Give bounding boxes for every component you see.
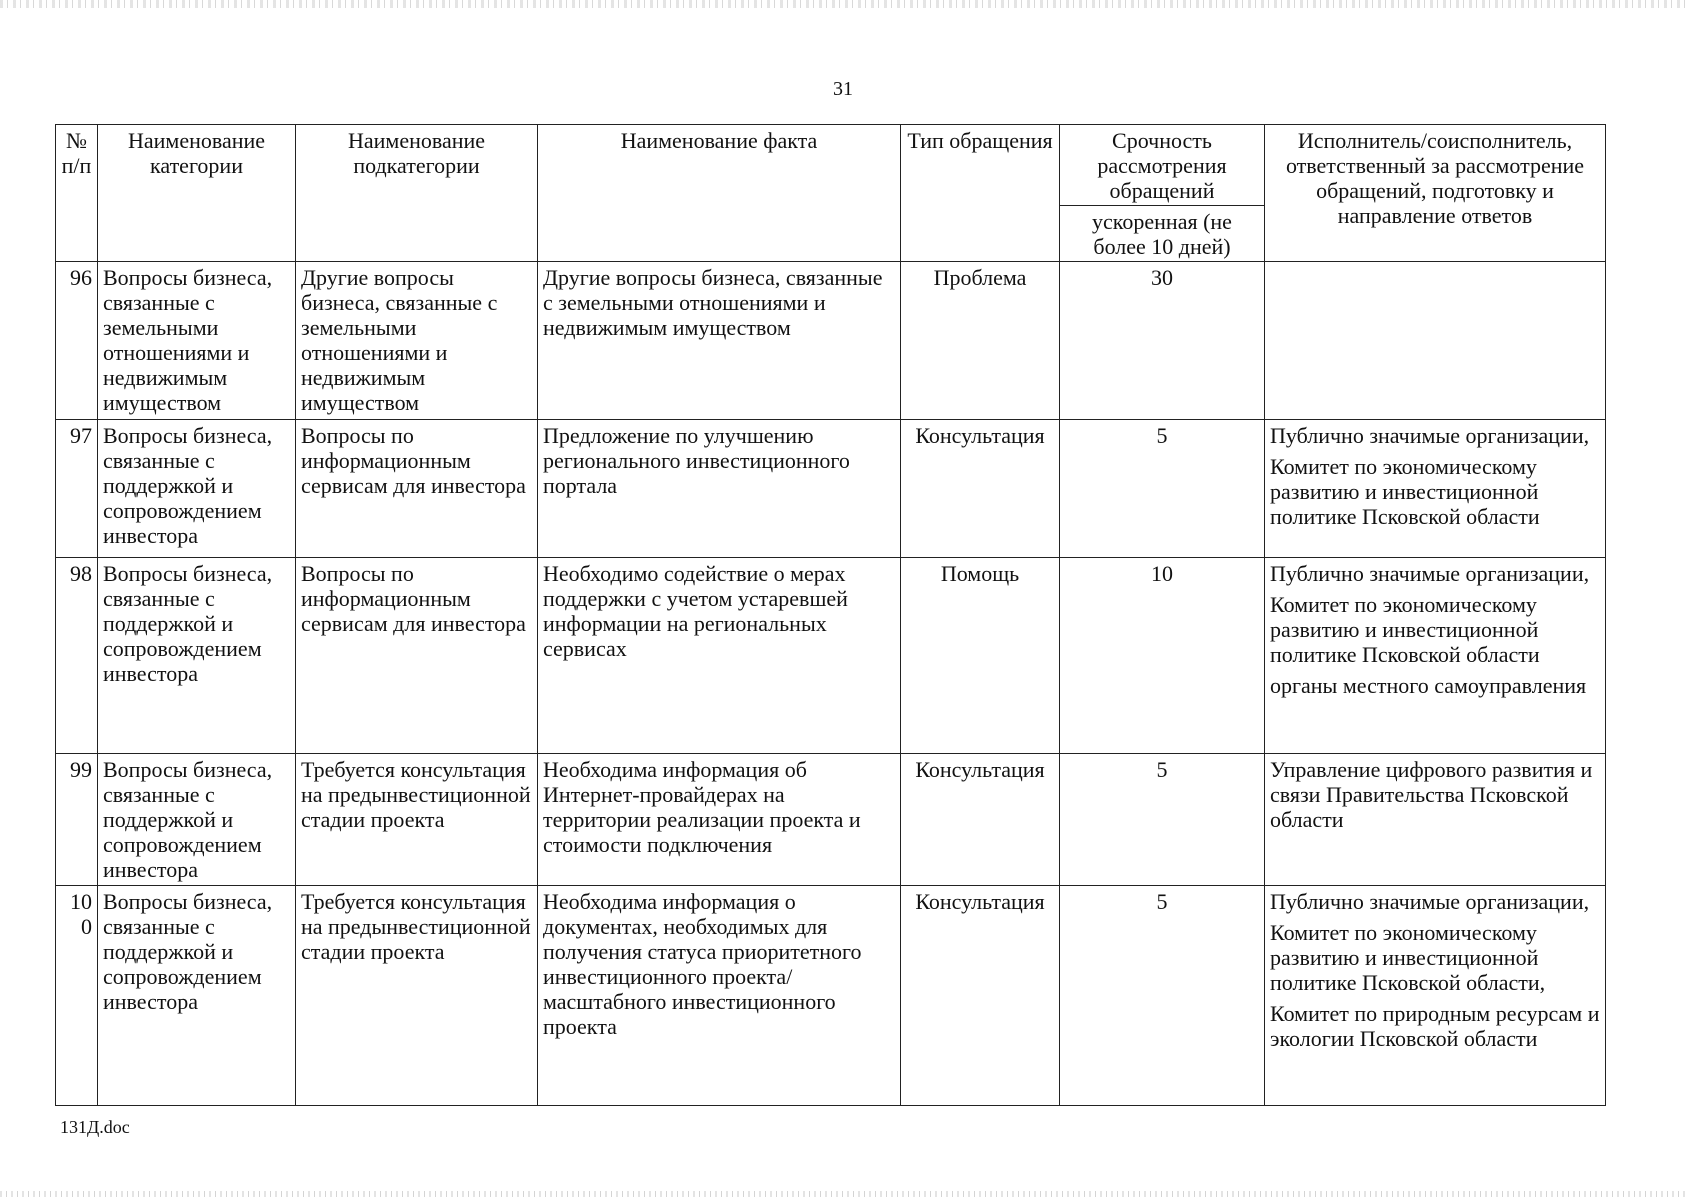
appeal-type-cell: Консультация xyxy=(901,886,1060,1106)
executor-cell xyxy=(1265,420,1606,558)
appeal-type-cell: Консультация xyxy=(901,754,1060,886)
table-row xyxy=(56,886,1606,1106)
header-subcategory: Наименование подкатегории xyxy=(296,125,538,262)
page-number: 31 xyxy=(833,78,853,100)
executor-cell xyxy=(1265,754,1606,886)
header-executor: Исполнитель/соисполнитель, ответственный за рассмотрение обращений, подготовку и направление ответов xyxy=(1265,125,1606,262)
row-number: 98 xyxy=(56,558,98,754)
appeal-type-cell: Консультация xyxy=(901,420,1060,558)
category-cell: Вопросы бизнеса, связанные с поддержкой и сопровождением инвестора xyxy=(98,754,296,886)
header-urgency: Срочность рассмотрения обращений xyxy=(1060,125,1265,206)
header-category: Наименование категории xyxy=(98,125,296,262)
executor-cell xyxy=(1265,886,1606,1106)
fact-cell: Необходимо содействие о мерах поддержки с учетом устаревшей информации на региональных сервисах xyxy=(538,558,901,754)
category-cell: Вопросы бизнеса, связанные с земельными отношениями и недвижимым имуществом xyxy=(98,262,296,420)
urgency-days-cell: 10 xyxy=(1060,558,1265,754)
category-cell: Вопросы бизнеса, связанные с поддержкой и сопровождением инвестора xyxy=(98,420,296,558)
row-number: 100 xyxy=(56,886,98,1106)
executor-item: Публично значимые организации, xyxy=(1270,561,1590,586)
subcategory-cell: Вопросы по информационным сервисам для инвестора xyxy=(296,558,538,754)
header-fact: Наименование факта xyxy=(538,125,901,262)
header-num: № п/п xyxy=(56,125,98,262)
subcategory-cell: Вопросы по информационным сервисам для инвестора xyxy=(296,420,538,558)
subcategory-cell: Требуется консультация на предынвестиционной стадии проекта xyxy=(296,754,538,886)
executor-item: Публично значимые организации, xyxy=(1270,423,1590,448)
appeal-type-cell: Проблема xyxy=(901,262,1060,420)
table-row xyxy=(56,420,1606,558)
executor-item: Комитет по экономическому развитию и инвестиционной политике Псковской области, xyxy=(1270,920,1546,995)
row-number: 96 xyxy=(56,262,98,420)
urgency-days-cell: 5 xyxy=(1060,754,1265,886)
subcategory-cell: Требуется консультация на предынвестиционной стадии проекта xyxy=(296,886,538,1106)
executor-item: Комитет по природным ресурсам и экологии Псковской области xyxy=(1270,1001,1600,1051)
executor-cell xyxy=(1265,558,1606,754)
footer-filename: 131Д.doc xyxy=(60,1117,130,1137)
header-row xyxy=(56,125,1606,206)
executor-item: Публично значимые организации, xyxy=(1270,889,1590,914)
table-body xyxy=(56,262,1606,1106)
row-number: 97 xyxy=(56,420,98,558)
table-row xyxy=(56,754,1606,886)
appeal-type-cell: Помощь xyxy=(901,558,1060,754)
table-row xyxy=(56,558,1606,754)
fact-cell: Другие вопросы бизнеса, связанные с земельными отношениями и недвижимым имуществом xyxy=(538,262,901,420)
fact-cell: Предложение по улучшению регионального инвестиционного портала xyxy=(538,420,901,558)
header-type: Тип обращения xyxy=(901,125,1060,262)
category-cell: Вопросы бизнеса, связанные с поддержкой и сопровождением инвестора xyxy=(98,558,296,754)
fact-cell: Необходима информация о документах, необходимых для получения статуса приоритетного инвестиционного проекта/ масштабного инвестиционного проекта xyxy=(538,886,901,1106)
executor-cell xyxy=(1265,262,1606,420)
scan-edge-top xyxy=(0,0,1686,8)
appeals-table xyxy=(55,124,1606,1106)
header-urgency-accelerated: ускоренная (не более 10 дней) xyxy=(1060,206,1265,262)
urgency-days-cell: 30 xyxy=(1060,262,1265,420)
subcategory-cell: Другие вопросы бизнеса, связанные с земельными отношениями и недвижимым имуществом xyxy=(296,262,538,420)
category-cell: Вопросы бизнеса, связанные с поддержкой и сопровождением инвестора xyxy=(98,886,296,1106)
urgency-days-cell: 5 xyxy=(1060,886,1265,1106)
row-number: 99 xyxy=(56,754,98,886)
executor-item: Комитет по экономическому развитию и инвестиционной политике Псковской области xyxy=(1270,592,1540,667)
executor-item: Управление цифрового развития и связи Правительства Псковской области xyxy=(1270,757,1593,832)
urgency-days-cell: 5 xyxy=(1060,420,1265,558)
scan-edge-bottom xyxy=(0,1191,1686,1197)
executor-item: органы местного самоуправления xyxy=(1270,673,1587,698)
fact-cell: Необходима информация об Интернет-провайдерах на территории реализации проекта и стоимости подключения xyxy=(538,754,901,886)
table-row xyxy=(56,262,1606,420)
executor-item: Комитет по экономическому развитию и инвестиционной политике Псковской области xyxy=(1270,454,1540,529)
